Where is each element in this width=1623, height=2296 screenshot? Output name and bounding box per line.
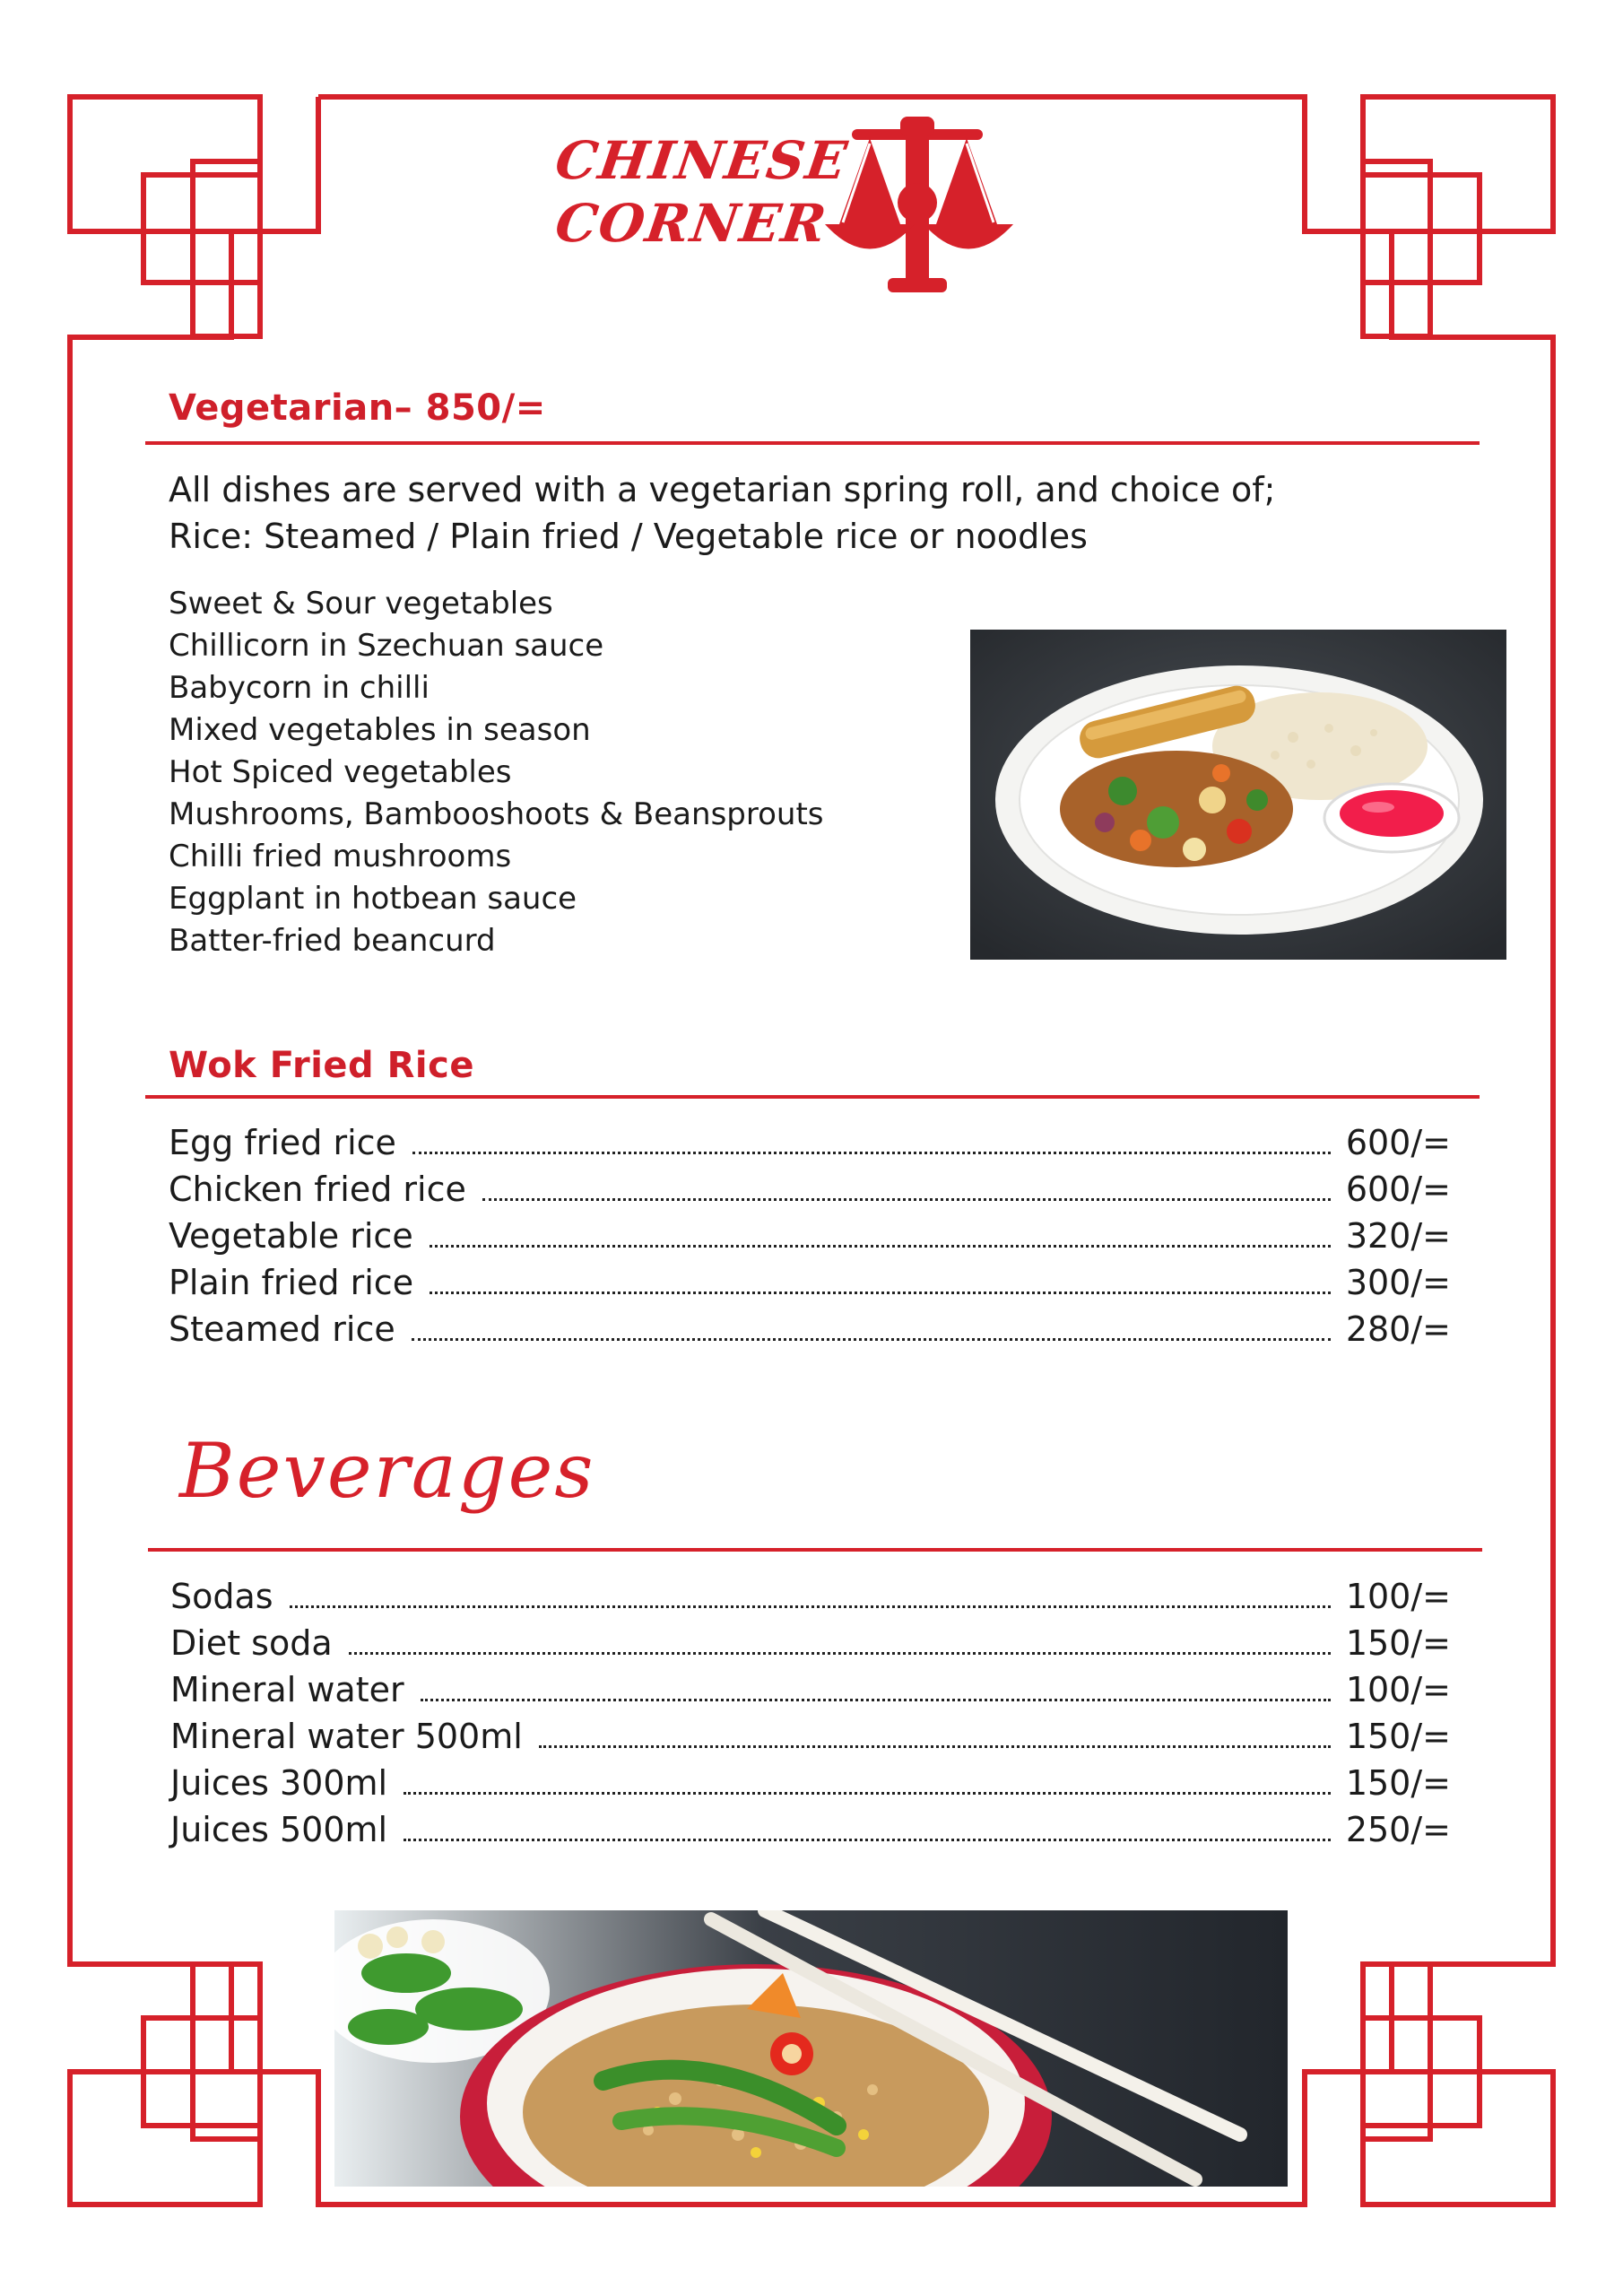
section-divider: [145, 1095, 1480, 1099]
item-price: 150/=: [1345, 1763, 1451, 1803]
balance-scale-icon: [816, 117, 1022, 296]
item-price: 300/=: [1345, 1263, 1451, 1302]
vegetarian-intro-line2: Rice: Steamed / Plain fried / Vegetable rice or noodles: [169, 517, 1088, 556]
dot-leader: [404, 1839, 1331, 1841]
item-price: 320/=: [1345, 1216, 1451, 1256]
list-item: Chilli fried mushrooms: [169, 839, 512, 874]
beverages-title: Beverages: [179, 1427, 595, 1515]
dot-leader: [482, 1198, 1331, 1201]
menu-row: [170, 1806, 1451, 1853]
menu-row: [170, 1573, 1451, 1620]
item-name: Juices 300ml: [170, 1763, 388, 1803]
vegetarian-dish-list: [169, 583, 824, 962]
item-price: 600/=: [1345, 1123, 1451, 1162]
logo-text-line2: CORNER: [551, 193, 832, 254]
menu-row: [169, 1259, 1451, 1306]
item-price: 250/=: [1345, 1810, 1451, 1849]
menu-row: [169, 1119, 1451, 1166]
section-divider: [145, 441, 1480, 445]
beverages-list: [170, 1573, 1451, 1853]
item-name: Mineral water 500ml: [170, 1717, 523, 1756]
list-item: Batter-fried beancurd: [169, 923, 496, 959]
list-item: Hot Spiced vegetables: [169, 754, 512, 790]
dot-leader: [290, 1605, 1331, 1608]
list-item: Eggplant in hotbean sauce: [169, 881, 577, 917]
list-item: Mixed vegetables in season: [169, 712, 591, 748]
item-name: Mineral water: [170, 1670, 404, 1709]
item-price: 600/=: [1345, 1170, 1451, 1209]
item-name: Sodas: [170, 1577, 273, 1616]
item-price: 150/=: [1345, 1623, 1451, 1663]
wok-fried-rice-title: Wok Fried Rice: [169, 1045, 474, 1086]
dot-leader: [412, 1338, 1331, 1341]
item-price: 100/=: [1345, 1670, 1451, 1709]
dot-leader: [404, 1792, 1331, 1795]
section-divider: [148, 1548, 1482, 1552]
item-price: 280/=: [1345, 1309, 1451, 1349]
vegetarian-title: Vegetarian– 850/=: [169, 387, 546, 429]
list-item: Sweet & Sour vegetables: [169, 586, 553, 622]
menu-row: [170, 1713, 1451, 1760]
logo-text-line1: CHINESE: [551, 130, 853, 191]
menu-row: [170, 1620, 1451, 1666]
dot-leader: [421, 1699, 1331, 1701]
dot-leader: [412, 1152, 1331, 1154]
menu-row: [169, 1213, 1451, 1259]
menu-row: [170, 1666, 1451, 1713]
dot-leader: [430, 1245, 1331, 1248]
dot-leader: [539, 1745, 1331, 1748]
item-price: 100/=: [1345, 1577, 1451, 1616]
fried-rice-bowl-photo: [334, 1910, 1288, 2187]
vegetarian-intro-line1: All dishes are served with a vegetarian spring roll, and choice of;: [169, 470, 1276, 509]
item-name: Diet soda: [170, 1623, 333, 1663]
item-name: Egg fried rice: [169, 1123, 396, 1162]
list-item: Chillicorn in Szechuan sauce: [169, 628, 604, 664]
dot-leader: [349, 1652, 1331, 1655]
item-name: Plain fried rice: [169, 1263, 414, 1302]
item-name: Chicken fried rice: [169, 1170, 466, 1209]
vegetarian-plate-photo: [970, 630, 1506, 960]
item-name: Juices 500ml: [170, 1810, 388, 1849]
wok-fried-rice-list: [169, 1119, 1451, 1352]
list-item: Babycorn in chilli: [169, 670, 430, 706]
item-name: Steamed rice: [169, 1309, 395, 1349]
menu-row: [170, 1760, 1451, 1806]
list-item: Mushrooms, Bambooshoots & Beansprouts: [169, 796, 824, 832]
dot-leader: [430, 1292, 1331, 1294]
menu-row: [169, 1306, 1451, 1352]
item-name: Vegetable rice: [169, 1216, 413, 1256]
menu-row: [169, 1166, 1451, 1213]
item-price: 150/=: [1345, 1717, 1451, 1756]
restaurant-logo: [551, 117, 1022, 296]
